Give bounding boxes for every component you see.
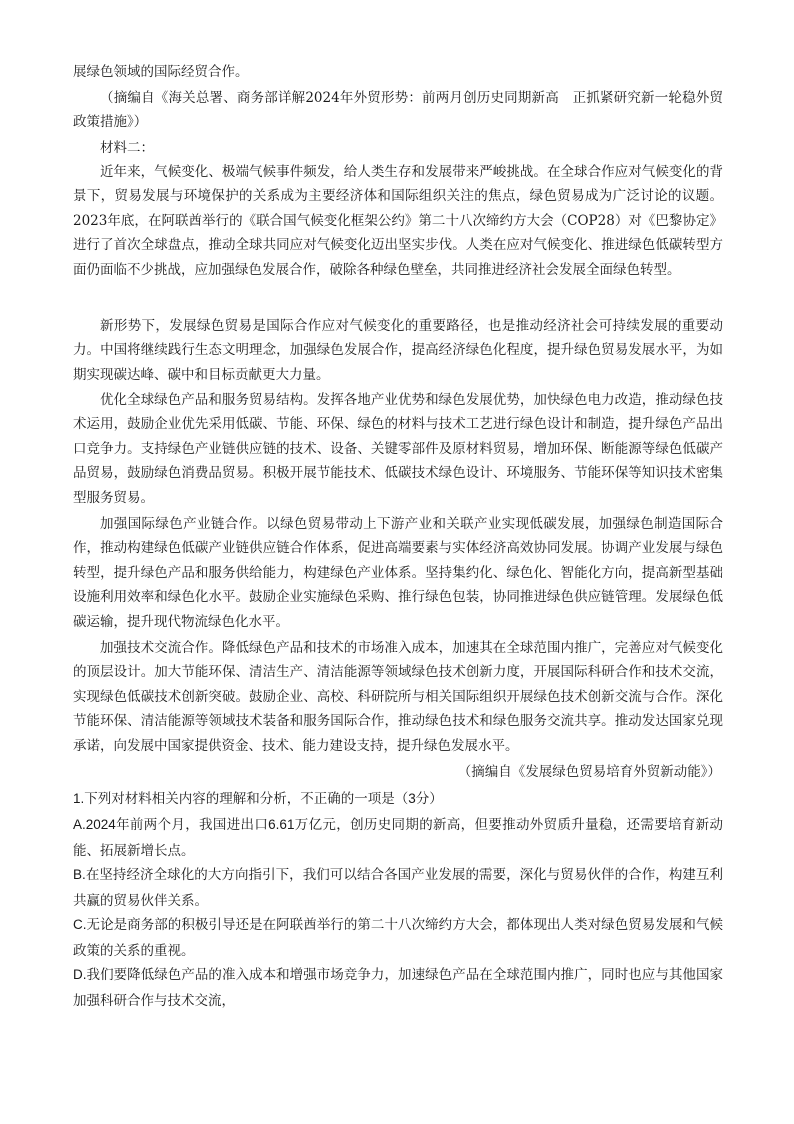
paragraph-1: 近年来，气候变化、极端气候事件频发，给人类生存和发展带来严峻挑战。在全球合作应对气候变化的背景下，贸易发展与环境保护的关系成为主要经济体和国际组织关注的焦点，绿色贸易成为广泛讨论的议题。2023年底，在阿联酋举行的《联合国气候变化框架公约》第二十八次缔约方大会（COP28）对《巴黎协定》进行了首次全球盘点，推动全球共同应对气候变化迈出坚实步伐。人类在应对气候变化、推进绿色低碳转型方面仍面临不少挑战，应加强绿色发展合作，破除各种绿色壁垒，共同推进经济社会发展全面绿色转型。 (73, 164, 723, 278)
option-a: A.2024年前两个月，我国进出口6.61万亿元，创历史同期的新高，但要推动外贸质升量稳，还需要培育新动能、拓展新增长点。 (73, 817, 723, 858)
option-c: C.无论是商务部的积极引导还是在阿联酋举行的第二十八次缔约方大会，都体现出人类对绿色贸易发展和气候政策的关系的重视。 (73, 917, 723, 958)
material-2-label: 材料二： (100, 140, 154, 156)
question-stem: 1.下列对材料相关内容的理解和分析，不正确的一项是（3分） (73, 791, 443, 806)
option-b: B.在坚持经济全球化的大方向指引下，我们可以结合各国产业发展的需要，深化与贸易伙伴的合作，构建互利共赢的贸易伙伴关系。 (73, 867, 723, 908)
lead-line: 展绿色领域的国际经贸合作。 (73, 64, 249, 80)
paragraph-4: 加强国际绿色产业链合作。以绿色贸易带动上下游产业和关联产业实现低碳发展，加强绿色制造国际合作，推动构建绿色低碳产业链供应链合作体系，促进高端要素与实体经济高效协同发展。协调产业发展与绿色转型，提升绿色产品和服务供给能力，构建绿色产业体系。坚持集约化、绿色化、智能化方向，提高新型基础设施利用效率和绿色化水平。鼓励企业实施绿色采购、推行绿色包装，协同推进绿色供应链管理。发展绿色低碳运输，提升现代物流绿色化水平。 (73, 516, 723, 630)
paragraph-3: 优化全球绿色产品和服务贸易结构。发挥各地产业优势和绿色发展优势，加快绿色电力改造，推动绿色技术运用，鼓励企业优先采用低碳、节能、环保、绿色的材料与技术工艺进行绿色设计和制造，提升绿色产品出口竞争力。支持绿色产业链供应链的技术、设备、关键零部件及原材料贸易，增加环保、断能源等绿色低碳产品贸易，鼓励绿色消费品贸易。积极开展节能技术、低碳技术绿色设计、环境服务、节能环保等知识技术密集型服务贸易。 (73, 392, 723, 506)
source-citation-1: （摘编自《海关总署、商务部详解2024年外贸形势：前两月创历史同期新高 正抓紧研究新一轮稳外贸政策措施》） (73, 90, 723, 131)
paragraph-2: 新形势下，发展绿色贸易是国际合作应对气候变化的重要路径，也是推动经济社会可持续发展的重要动力。中国将继续践行生态文明理念，加强绿色发展合作，提高经济绿色化程度，提升绿色贸易发展水平，为如期实现碳达峰、碳中和目标贡献更大力量。 (73, 318, 723, 383)
paragraph-5: 加强技术交流合作。降低绿色产品和技术的市场准入成本，加速其在全球范围内推广，完善应对气候变化的顶层设计。加大节能环保、清洁生产、清洁能源等领域绿色技术创新力度，开展国际科研合作和技术交流，实现绿色低碳技术创新突破。鼓励企业、高校、科研院所与相关国际组织开展绿色技术创新交流与合作。深化节能环保、清洁能源等领域技术装备和服务国际合作，推动绿色技术和绿色服务交流共享。推动发达国家兑现承诺，向发展中国家提供资金、技术、能力建设支持，提升绿色发展水平。 (73, 640, 723, 754)
option-d: D.我们要降低绿色产品的准入成本和增强市场竞争力，加速绿色产品在全球范围内推广，同时也应与其他国家加强科研合作与技术交流， (73, 967, 723, 1008)
source-citation-2: （摘编自《发展绿色贸易培育外贸新动能》） (457, 764, 721, 780)
